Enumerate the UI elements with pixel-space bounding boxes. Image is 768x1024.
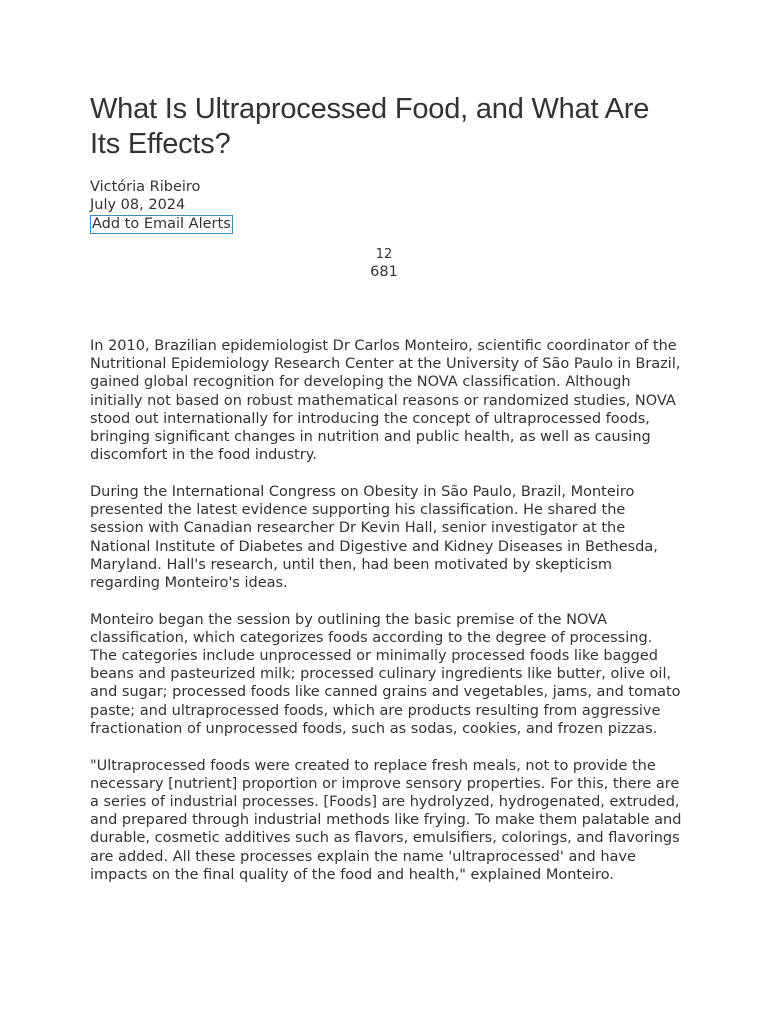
article-body [90, 337, 682, 884]
add-to-email-alerts-button[interactable]: Add to Email Alerts [92, 216, 231, 232]
article [90, 92, 680, 902]
body-paragraph: In 2010, Brazilian epidemiologist Dr Carlos Monteiro, scientific coordinator of the Nutritional Epidemiology Research Center at the University of São Paulo in Brazil, gained global recognition for developing the NOVA classification. Although initially not based on robust mathematical reasons or randomized studies, NOVA stood out internationally for introducing the concept of ultraprocessed foods, bringing significant changes in nutrition and public health, as well as causing discomfort in the food industry. [90, 338, 681, 464]
publish-date: July 08, 2024 [90, 197, 186, 213]
body-paragraph: Monteiro began the session by outlining the basic premise of the NOVA classification, which categorizes foods according to the degree of processing. The categories include unprocessed or minimally processed foods like bagged beans and pasteurized milk; processed culinary ingredients like butter, olive oil, and sugar; processed foods like canned grains and vegetables, jams, and tomato paste; and ultraprocessed foods, which are products resulting from aggressive fractionation of unprocessed foods, such as sodas, cookies, and frozen pizzas. [90, 611, 681, 737]
article-title: What Is Ultraprocessed Food, and What Are Its Effects? [90, 93, 650, 160]
body-paragraph: "Ultraprocessed foods were created to replace fresh meals, not to provide the necessary [nutrient] proportion or improve sensory properties. For this, there are a series of industrial processes. [Foods] are hydrolyzed, hydrogenated, extruded, and prepared through industrial methods like frying. To make them palatable and durable, cosmetic additives such as flavors, emulsifiers, colorings, and flavorings are added. All these processes explain the name 'ultraprocessed' and have impacts on the final quality of the food and health," explained Monteiro. [90, 757, 682, 883]
engagement-counts [90, 246, 678, 281]
author-name[interactable]: Victória Ribeiro [90, 179, 201, 195]
body-paragraph: During the International Congress on Obesity in São Paulo, Brazil, Monteiro presented the latest evidence supporting his classification. He shared the session with Canadian researcher Dr Kevin Hall, senior investigator at the National Institute of Diabetes and Digestive and Kidney Diseases in Bethesda, Maryland. Hall's research, until then, had been motivated by skepticism regarding Monteiro's ideas. [90, 483, 658, 591]
comments-count[interactable]: 12 [375, 247, 393, 262]
article-meta [90, 178, 680, 234]
views-count: 681 [370, 264, 398, 280]
